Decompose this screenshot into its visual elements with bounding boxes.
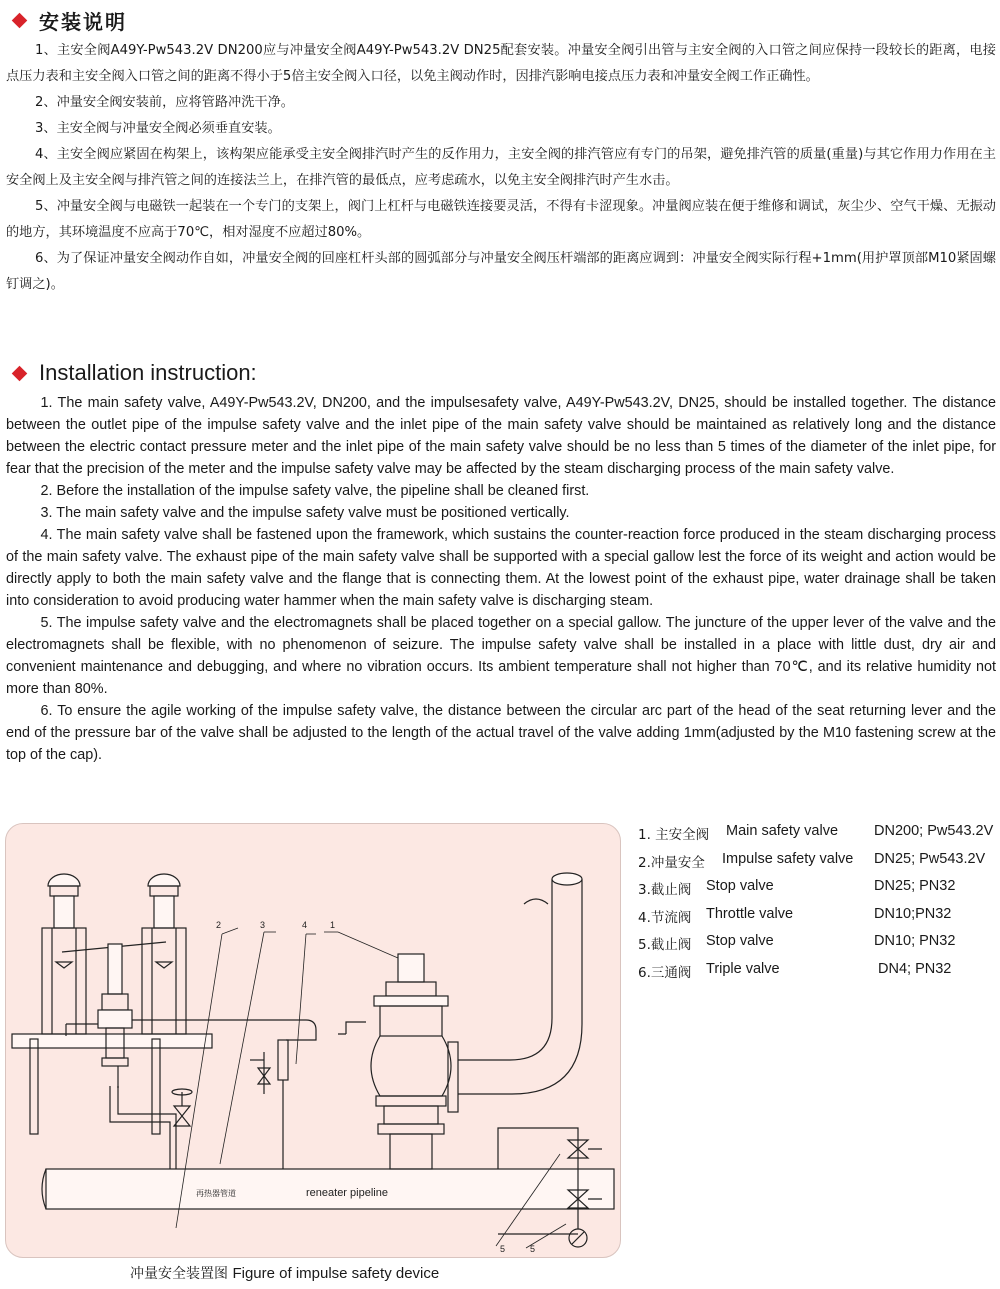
part-cn: 1. 主安全阀 (638, 827, 710, 843)
red-diamond-icon (12, 365, 28, 381)
frame-leg-left (30, 1039, 38, 1134)
callout-1: 1 (330, 920, 336, 930)
part-en: Impulse safety valve (722, 850, 854, 867)
part-cn: 2.冲量安全 (638, 854, 705, 871)
cn-instructions (6, 38, 996, 298)
en-paragraph-2: 2. Before the installation of the impulse safety valve, the pipeline shall be cleaned first. (40, 483, 590, 499)
support-frame (12, 1034, 212, 1048)
part-cn: 4.节流阀 (638, 909, 692, 926)
frame-leg-right (152, 1039, 160, 1134)
caption-en: Figure of impulse safety device (232, 1265, 440, 1282)
impulse-outlet-pipe (286, 1020, 316, 1040)
part-cn: 6.三通阀 (638, 964, 692, 981)
device-diagram (6, 824, 620, 1257)
part-row (638, 906, 998, 934)
callout-4: 4 (302, 920, 308, 930)
part-row (638, 851, 998, 879)
exhaust-pipe (478, 873, 582, 1094)
en-paragraph-3: 3. The main safety valve and the impulse safety valve must be positioned vertically. (40, 505, 570, 521)
parts-list (638, 823, 998, 988)
part-spec: DN10; PN32 (874, 933, 956, 949)
callout-2: 2 (216, 920, 222, 930)
cn-section-header (8, 6, 127, 35)
en-paragraph-5: 5. The impulse safety valve and the electromagnets shall be placed together on a special gallow. The juncture of the upper lever of the valve and the electromagnets shall be flexible, with no phenomenon of seizure. The impulse safety valve shall be installed in a place with little dust, dry air and convenient maintenance and debugging, and where no vibration occurs. Its ambient temperature shall not higher than 70℃, and its relative humidity not more than 80%. (6, 615, 996, 697)
figure-caption (130, 1263, 439, 1283)
main-safety-valve (338, 954, 478, 1169)
part-spec: DN200; Pw543.2V (874, 823, 994, 839)
cn-paragraph-6: 6、为了保证冲量安全阀动作自如，冲量安全阀的回座杠杆头部的圆弧部分与冲量安全阀压杆端部的距离应调到：冲量安全阀实际行程+1mm(用护罩顶部M10紧固螺钉调之)。 (6, 251, 996, 292)
caption-cn: 冲量安全装置图 (130, 1266, 228, 1282)
callout-3: 3 (260, 920, 266, 930)
electromagnet-right (142, 874, 186, 1034)
en-section-title: Installation instruction: (39, 360, 257, 385)
en-paragraph-4: 4. The main safety valve shall be fastened upon the framework, which sustains the counter-reaction force produced in the steam discharging process of the main safety valve. The exhaust pipe of the main safety valve shall be supported with a special gallow lest the force of its weight and action would be directly apply to both the main safety valve and the flange that is connecting them. At the lowest point of the exhaust pipe, water drainage shall be taken into consideration to avoid producing water hammer when the main safety valve is discharging steam. (6, 527, 996, 609)
cn-paragraph-2: 2、冲量安全阀安装前，应将管路冲洗干净。 (35, 95, 294, 110)
red-diamond-icon (12, 13, 28, 29)
cn-paragraph-3: 3、主安全阀与冲量安全阀必须垂直安装。 (35, 121, 281, 136)
en-instructions (6, 392, 996, 766)
callout-5a: 5 (500, 1244, 506, 1254)
cn-paragraph-5: 5、冲量安全阀与电磁铁一起装在一个专门的支架上，阀门上杠杆与电磁铁连接要灵活，不得有卡涩现象。冲量阀应装在便于维修和调试，灰尘少、空气干燥、无振动的地方，其环境温度不应高于70℃，相对湿度不应超过80%。 (6, 199, 996, 240)
throttle-valve (250, 1040, 288, 1169)
part-en: Main safety valve (726, 823, 839, 839)
cn-paragraph-1: 1、主安全阀A49Y-Pw543.2V DN200应与冲量安全阀A49Y-Pw543.2V DN25配套安装。冲量安全阀引出管与主安全阀的入口管之间应保持一段较长的距离，电接点压力表和主安全阀入口管之间的距离不得小于5倍主安全阀入口径，以免主阀动作时，因排汽影响电接点压力表和冲量安全阀工作正确性。 (6, 43, 996, 84)
part-spec: DN10;PN32 (874, 905, 952, 922)
en-paragraph-6: 6. To ensure the agile working of the impulse safety valve, the distance between the circular arc part of the head of the seat returning lever and the end of the pressure bar of the valve shall be adjusted to the length of the actual travel of the valve adding 1mm(adjusted by the M10 fastening screw at the top of the cap). (6, 703, 996, 763)
pipeline-label-en: reneater pipeline (306, 1187, 388, 1199)
part-spec: DN25; Pw543.2V (874, 850, 986, 867)
part-cn: 3.截止阀 (638, 882, 692, 898)
part-row (638, 961, 998, 989)
pipeline-label-cn: 再热器管道 (196, 1189, 236, 1198)
electromagnet-left (42, 874, 86, 1034)
callout-5b: 5 (530, 1244, 536, 1254)
part-row (638, 823, 998, 851)
part-row (638, 878, 998, 906)
part-en: Stop valve (706, 878, 774, 894)
part-en: Stop valve (706, 933, 774, 949)
cn-section-title: 安装说明 (39, 10, 127, 34)
en-section-header (8, 360, 257, 386)
cn-paragraph-4: 4、主安全阀应紧固在构架上，该构架应能承受主安全阀排汽时产生的反作用力，主安全阀的排汽管应有专门的吊架，避免排汽管的质量(重量)与其它作用力作用在主安全阀上及主安全阀与排汽管之间的连接法兰上，在排汽管的最低点，应考虑疏水，以免主安全阀排汽时产生水击。 (6, 147, 996, 188)
impulse-device-figure (5, 823, 621, 1258)
en-paragraph-1: 1. The main safety valve, A49Y-Pw543.2V, DN200, and the impulsesafety valve, A49Y-Pw543.2V, DN25, should be installed together. The distance between the outlet pipe of the impulse safety valve and the inlet pipe of the main safety valve should be maintained as relatively long and the distance between the electric contact pressure meter and the inlet pipe of the main safety valve should be no less than 5 times of the diameter of the inlet pipe, for fear that the precision of the meter and the impulse safety valve may be affected by the steam discharging process of the main safety valve. (6, 395, 996, 477)
part-spec: DN25; PN32 (874, 878, 956, 894)
part-row (638, 933, 998, 961)
part-spec: DN4; PN32 (878, 960, 952, 977)
part-en: Throttle valve (706, 905, 794, 922)
stop-valve-3 (110, 1066, 192, 1169)
part-cn: 5.截止阀 (638, 937, 692, 953)
part-en: Triple valve (706, 960, 780, 977)
